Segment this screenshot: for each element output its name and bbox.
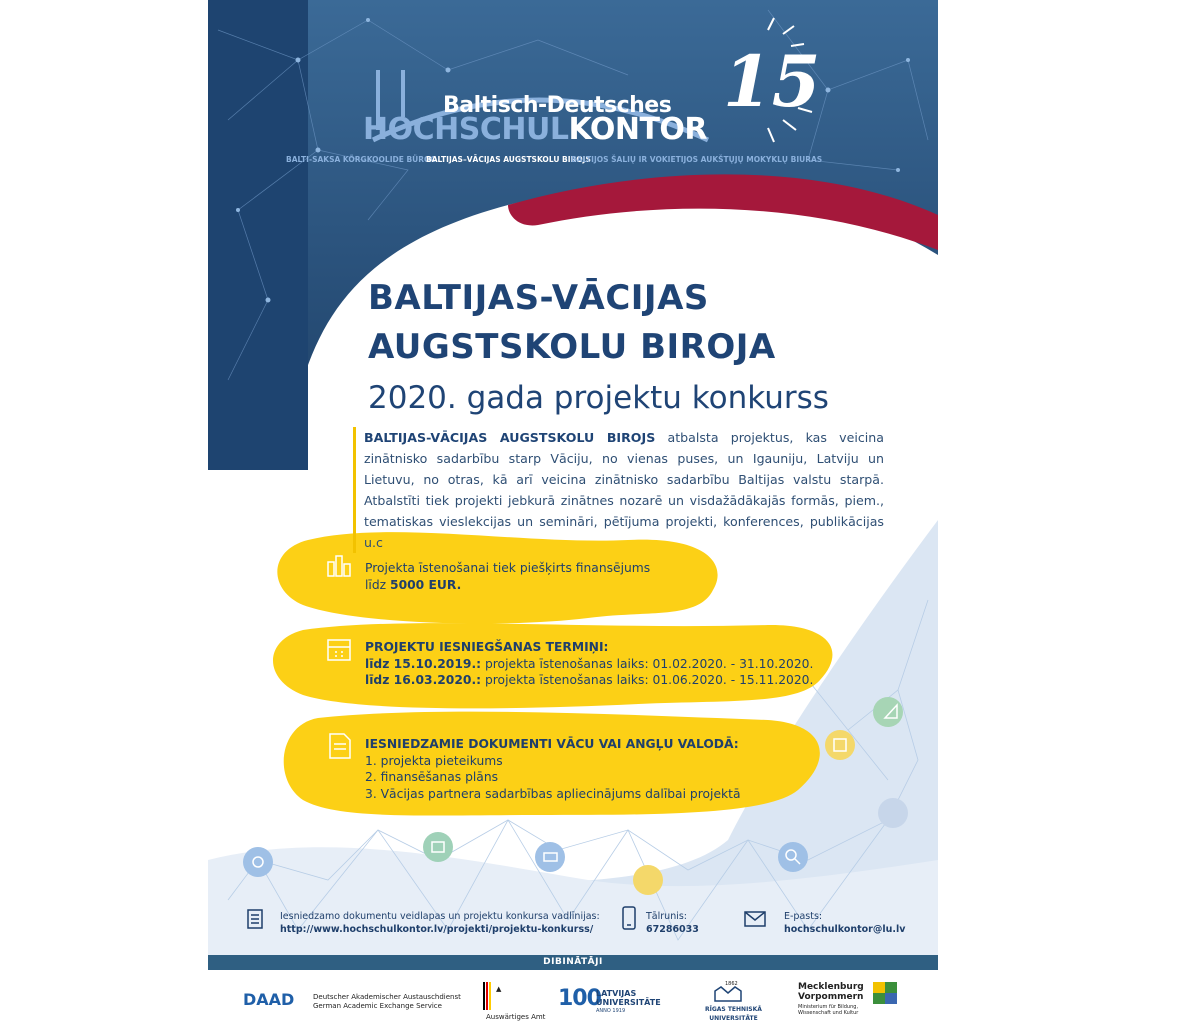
phone-label: Tālrunis: [646, 911, 688, 922]
phone-info [646, 910, 699, 936]
intro-paragraph [353, 427, 884, 553]
mv-crest-icon [873, 982, 897, 1004]
phone-number[interactable]: 67286033 [646, 924, 699, 935]
rtu-emblem-icon [713, 985, 743, 1003]
title-line2: AUGSTSKOLU BIROJA [368, 327, 776, 367]
anniversary-number: 15 [723, 40, 821, 123]
funding-amount: 5000 EUR. [390, 577, 462, 592]
document-item-1: 1. projekta pieteikums [365, 753, 503, 768]
german-flag-icon [483, 982, 493, 1010]
documents-text [365, 736, 741, 802]
intro-body: atbalsta projektus, kas veicina zinātnisko sadarbību starp Vāciju, no vienas puses, un Igauniju, Latviju un Lietuvu, no otras, kā arī veicina zinātnisko sadarbību Baltijas valstu starpā. Atbalstīti tiek projekti jebkurā zinātnes nozarē un visdažādākajās formās, piem., tematiskas vieslekcijas un semināri, pētījuma projekti, konferences, publikācijas u.c [364, 430, 884, 550]
brand-light: HOCHSCHUL [363, 112, 569, 147]
title-line3: 2020. gada projektu konkurss [368, 380, 829, 416]
email-label: E-pasts: [784, 911, 823, 922]
documents-title: IESNIEDZAMIE DOKUMENTI VĀCU VAI ANGĻU VALODĀ: [365, 737, 739, 751]
deadlines-title: PROJEKTU IESNIEGŠANAS TERMIŅI: [365, 640, 609, 654]
forms-info [280, 910, 600, 936]
brand-sub-lt: BALTIJOS ŠALIŲ IR VOKIETIJOS AUKŠTŲJŲ MOKYKLŲ BIURAS [571, 155, 823, 164]
forms-link[interactable]: http://www.hochschulkontor.lv/projekti/projektu-konkurss/ [280, 924, 594, 935]
mv-text: Mecklenburg Vorpommern [798, 982, 864, 1002]
document-item-3: 3. Vācijas partnera sadarbības apliecinājums dalībai projektā [365, 786, 741, 801]
deadlines-text [365, 639, 813, 689]
brand-sub-ee: BALTI-SAKSA KÕRGKOOLIDE BÜROO [286, 155, 437, 164]
lu-text: LATVIJAS UNIVERSITĀTE ANNO 1919 [596, 989, 661, 1014]
brand-line1: Baltisch-Deutsches [443, 93, 672, 118]
brand-bold: KONTOR [568, 112, 708, 147]
document-item-2: 2. finansēšanas plāns [365, 770, 499, 784]
founders-band [208, 955, 938, 970]
mv-ministry: Ministerium für Bildung, Wissenschaft und Kultur [798, 1004, 859, 1016]
poster [208, 0, 938, 1032]
brand-sub-lv: BALTIJAS–VĀCIJAS AUGSTSKOLU BIROJS [426, 155, 591, 164]
brand-name [363, 112, 707, 147]
founders-label: DIBINĀTĀJI [543, 957, 603, 967]
funding-line1: Projekta īstenošanai tiek piešķirts finansējums [365, 561, 651, 575]
email-address[interactable]: hochschulkontor@lu.lv [784, 924, 906, 935]
email-info [784, 910, 905, 936]
eagle-icon: ▲ [496, 985, 502, 993]
deadline-row-1: līdz 15.10.2019.: projekta īstenošanas laiks: 01.02.2020. - 31.10.2020. [365, 656, 814, 671]
funding-line2: līdz 5000 EUR. [365, 577, 462, 592]
title-line1: BALTIJAS-VĀCIJAS [368, 278, 709, 318]
aa-text: Auswärtiges Amt [486, 1013, 546, 1021]
forms-label: Iesniedzamo dokumentu veidlapas un projektu konkursa vadlīnijas: [280, 911, 600, 922]
funding-text [365, 560, 650, 593]
daad-text: Deutscher Akademischer Austauschdienst German Academic Exchange Service [313, 993, 461, 1010]
daad-logo: DAAD [243, 990, 295, 1009]
lu-100: 100 [558, 986, 601, 1011]
intro-lead: BALTIJAS-VĀCIJAS AUGSTSKOLU BIROJS [364, 430, 656, 445]
rtu-year: 1862 [725, 981, 738, 987]
rtu-text: RĪGAS TEHNISKĀ UNIVERSITĀTE [705, 1006, 762, 1022]
deadline-row-2: līdz 16.03.2020.: projekta īstenošanas laiks: 01.06.2020. - 15.11.2020. [365, 673, 814, 687]
